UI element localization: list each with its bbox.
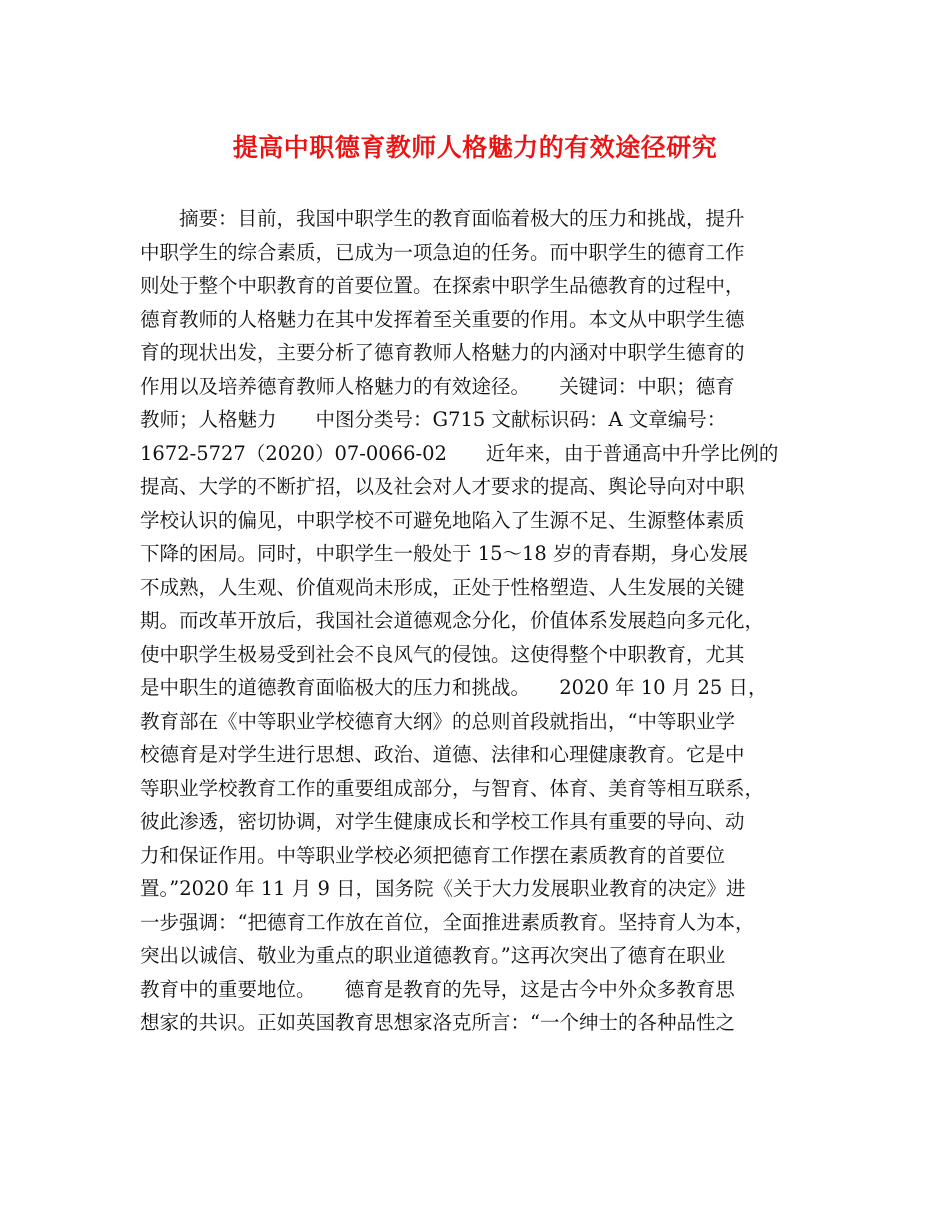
body-line: 力和保证作用。中等职业学校必须把德育工作摆在素质教育的首要位 xyxy=(140,843,726,867)
body-line: 学校认识的偏见，中职学校不可避免地陷入了生源不足、生源整体素质 xyxy=(140,508,745,532)
body-line: 则处于整个中职教育的首要位置。在探索中职学生品德教育的过程中， xyxy=(140,274,745,297)
body-line: 中职学生的综合素质，已成为一项急迫的任务。而中职学生的德育工作 xyxy=(140,240,745,264)
body-line: 不成熟，人生观、价值观尚未形成，正处于性格塑造、人生发展的关键 xyxy=(140,575,745,599)
body-line: 想家的共识。正如英国教育思想家洛克所言：“一个绅士的各种品性之 xyxy=(140,1011,735,1034)
body-line: 置。”2020 年 11 月 9 日，国务院《关于大力发展职业教育的决定》进 xyxy=(140,877,746,900)
body-line: 摘要：目前，我国中职学生的教育面临着极大的压力和挑战，提升 xyxy=(140,207,745,230)
body-line: 下降的困局。同时，中职学生一般处于 15～18 岁的青春期，身心发展 xyxy=(140,542,749,565)
body-line: 提高、大学的不断扩招，以及社会对人才要求的提高、舆论导向对中职 xyxy=(140,475,745,498)
body-line: 德育教师的人格魅力在其中发挥着至关重要的作用。本文从中职学生德 xyxy=(140,307,745,331)
body-line: 突出以诚信、敬业为重点的职业道德教育。”这再次突出了德育在职业 xyxy=(140,944,726,967)
body-line: 教育中的重要地位。 德育是教育的先导，这是古今中外众多教育思 xyxy=(140,977,735,1001)
body-line: 是中职生的道德教育面临极大的压力和挑战。 2020 年 10 月 25 日， xyxy=(140,676,768,699)
document-title: 提高中职德育教师人格魅力的有效途径研究 xyxy=(232,133,718,162)
body-line: 1672-5727（2020）07-0066-02 近年来，由于普通高中升学比例的 xyxy=(140,441,779,465)
body-line: 教师；人格魅力 中图分类号：G715 文献标识码：A 文章编号： xyxy=(140,408,727,431)
body-line: 作用以及培养德育教师人格魅力的有效途径。 关键词：中职；德育 xyxy=(140,374,735,398)
body-line: 期。而改革开放后，我国社会道德观念分化，价值体系发展趋向多元化， xyxy=(140,609,765,632)
body-line: 彼此渗透，密切协调，对学生健康成长和学校工作具有重要的导向、动 xyxy=(140,810,745,833)
body-line: 教育部在《中等职业学校德育大纲》的总则首段就指出，“中等职业学 xyxy=(140,709,735,733)
body-line: 使中职学生极易受到社会不良风气的侵蚀。这使得整个中职教育，尤其 xyxy=(140,642,745,666)
body-line: 校德育是对学生进行思想、政治、道德、法律和心理健康教育。它是中 xyxy=(140,743,745,766)
body-line: 一步强调：“把德育工作放在首位，全面推进素质教育。坚持育人为本， xyxy=(140,910,755,934)
body-line: 等职业学校教育工作的重要组成部分，与智育、体育、美育等相互联系， xyxy=(140,776,765,800)
body-line: 育的现状出发，主要分析了德育教师人格魅力的内涵对中职学生德育的 xyxy=(140,341,745,364)
document-body xyxy=(140,202,820,1040)
